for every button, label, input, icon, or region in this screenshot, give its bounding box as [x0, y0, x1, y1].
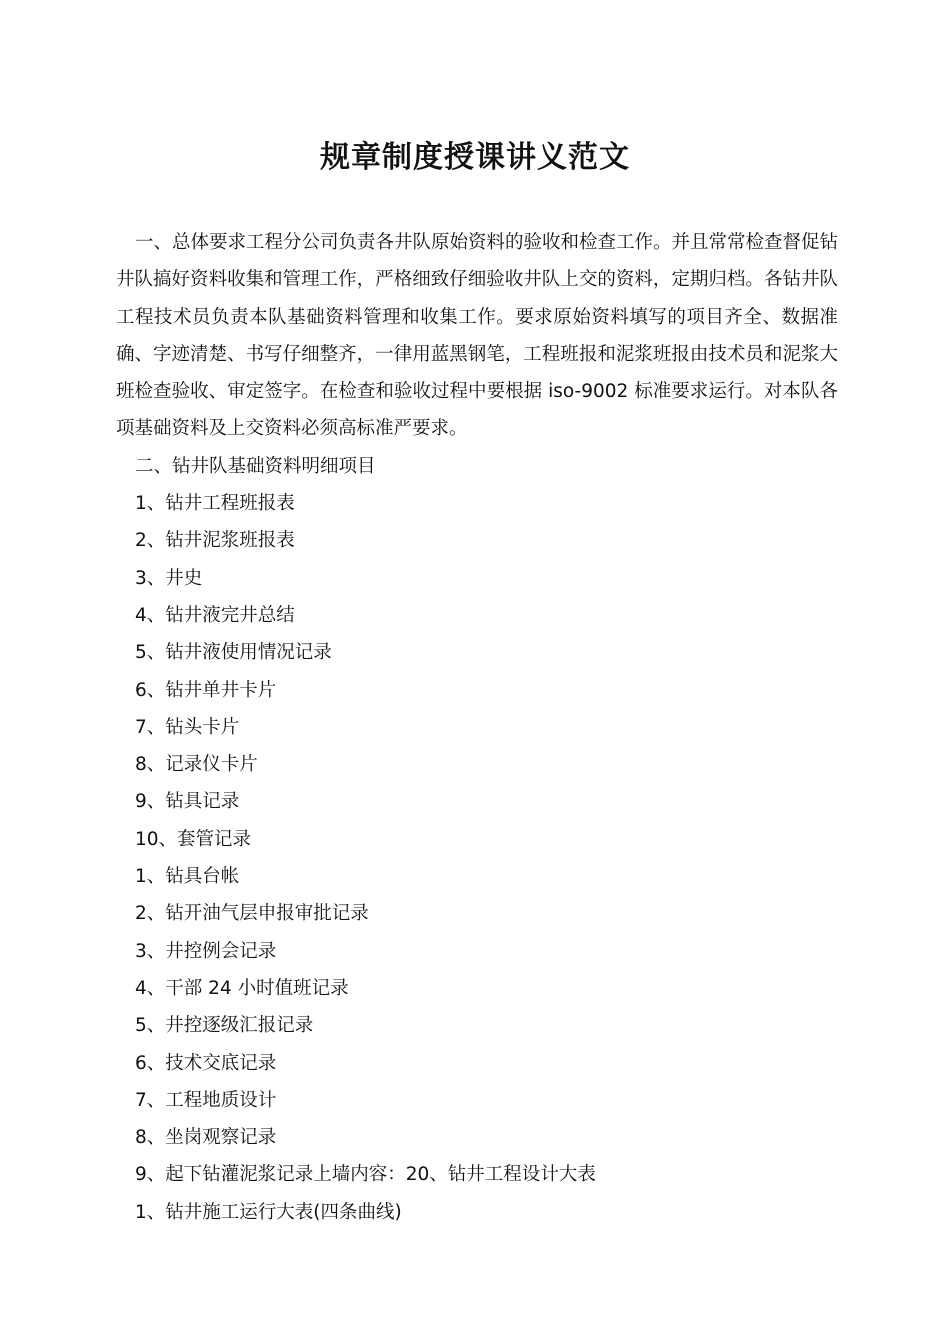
paragraph-general-requirements: 一、总体要求工程分公司负责各井队原始资料的验收和检查工作。并且常常检查督促钻井队搞好资料收集和管理工作，严格细致仔细验收井队上交的资料，定期归档。各钻井队工程技术员负责本队基础资料管理和收集工作。要求原始资料填写的项目齐全、数据准确、字迹清楚、书写仔细整齐，一律用蓝黑钢笔，工程班报和泥浆班报由技术员和泥浆大班检查验收、审定签字。在检查和验收过程中要根据 iso-9002 标准要求运行。对本队各项基础资料及上交资料必须高标准严要求。 — [116, 232, 839, 440]
list-item: 9、钻具记录 — [135, 791, 240, 813]
list-item: 3、井控例会记录 — [135, 940, 277, 962]
list-item: 3、井史 — [135, 567, 203, 589]
list-item: 4、干部 24 小时值班记录 — [135, 977, 349, 999]
list-item: 4、钻井液完井总结 — [135, 604, 295, 626]
list-item: 1、钻井工程班报表 — [135, 493, 295, 515]
list-item: 2、钻开油气层申报审批记录 — [135, 903, 369, 925]
list-item: 7、工程地质设计 — [135, 1089, 277, 1111]
list-item: 10、套管记录 — [135, 828, 252, 850]
list-item: 7、钻头卡片 — [135, 716, 240, 738]
list-item: 8、记录仪卡片 — [135, 754, 258, 776]
materials-list — [116, 485, 838, 1231]
list-item: 6、钻井单井卡片 — [135, 679, 277, 701]
list-item: 1、钻具台帐 — [135, 866, 240, 888]
section-heading-basic-materials: 二、钻井队基础资料明细项目 — [135, 455, 376, 477]
list-item: 1、钻井施工运行大表(四条曲线) — [135, 1201, 402, 1223]
list-item: 6、技术交底记录 — [135, 1052, 277, 1074]
list-item: 5、井控逐级汇报记录 — [135, 1015, 314, 1037]
document-title: 规章制度授课讲义范文 — [320, 140, 630, 175]
list-item: 2、钻井泥浆班报表 — [135, 530, 295, 552]
document-body — [116, 224, 838, 1231]
list-item: 5、钻井液使用情况记录 — [135, 642, 332, 664]
list-item: 8、坐岗观察记录 — [135, 1127, 277, 1149]
list-item: 9、起下钻灌泥浆记录上墙内容：20、钻井工程设计大表 — [135, 1164, 596, 1186]
